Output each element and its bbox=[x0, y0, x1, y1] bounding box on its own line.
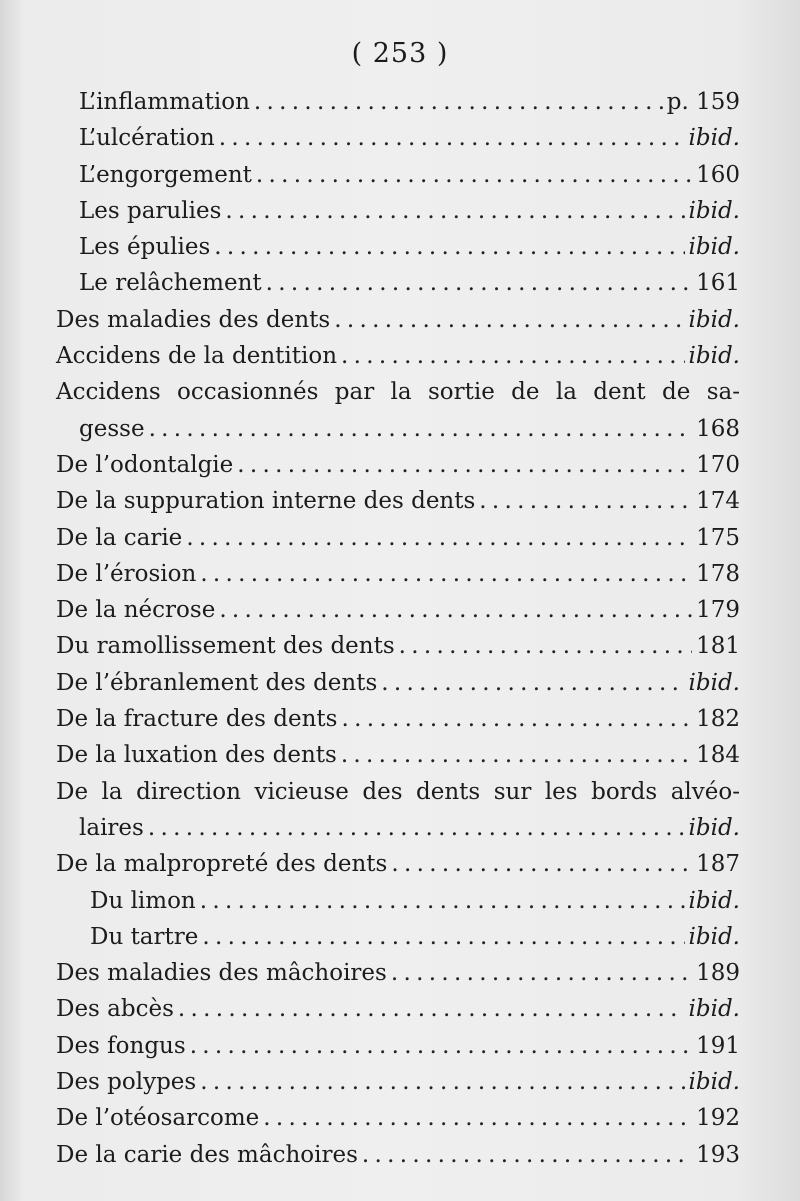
toc-entry-direction-vicieuse bbox=[0, 774, 800, 847]
toc-entry-page: 160 bbox=[696, 161, 740, 188]
toc-entry-page: 187 bbox=[696, 851, 740, 878]
toc-entry-title: L’ulcération bbox=[79, 125, 215, 152]
dot-leader bbox=[219, 592, 692, 628]
toc-entry-page: 179 bbox=[696, 597, 740, 624]
toc-entry-title-line2: laires bbox=[79, 814, 144, 841]
toc-entry-polypes bbox=[0, 1064, 800, 1100]
dot-leader bbox=[391, 955, 692, 991]
toc-entry-page: ibid. bbox=[688, 923, 740, 950]
toc-entry-dent-de-sagesse bbox=[0, 374, 800, 447]
toc-entry-ulceration bbox=[0, 120, 800, 156]
toc-entry-abces bbox=[0, 991, 800, 1027]
toc-entry-title: De la carie des mâchoires bbox=[56, 1141, 358, 1168]
toc-entry-ebranlement bbox=[0, 665, 800, 701]
toc-entry-title: Des abcès bbox=[56, 996, 174, 1023]
toc-entry-fracture bbox=[0, 701, 800, 737]
toc-entry-engorgement bbox=[0, 157, 800, 193]
toc-entry-tartre bbox=[0, 919, 800, 955]
dot-leader bbox=[263, 1100, 692, 1136]
toc-entry-title: Des polypes bbox=[56, 1069, 197, 1096]
toc-entry-title-line1: Accidens occasionnés par la sortie de la dent de sa- bbox=[56, 379, 740, 406]
dot-leader bbox=[178, 991, 685, 1027]
dot-leader bbox=[256, 157, 692, 193]
toc-entry-maladies-machoires bbox=[0, 955, 800, 991]
toc-entry-title: De l’otéosarcome bbox=[56, 1105, 260, 1132]
toc-entry-page: ibid. bbox=[688, 125, 740, 152]
dot-leader bbox=[200, 556, 692, 592]
dot-leader bbox=[341, 338, 684, 374]
toc-entry-page: 175 bbox=[696, 524, 740, 551]
toc-entry-page: 191 bbox=[696, 1032, 740, 1059]
toc-entry-page: 178 bbox=[696, 560, 740, 587]
dot-leader bbox=[202, 919, 684, 955]
toc-entry-page: 182 bbox=[696, 706, 740, 733]
toc-entry-page: 184 bbox=[696, 742, 740, 769]
dot-leader bbox=[200, 1064, 684, 1100]
toc-entry-ramollissement bbox=[0, 628, 800, 664]
toc-entry-page: 174 bbox=[696, 488, 740, 515]
toc-entry-limon bbox=[0, 883, 800, 919]
dot-leader bbox=[149, 411, 693, 447]
toc-entry-title: Des maladies des mâchoires bbox=[56, 960, 387, 987]
dot-leader bbox=[334, 302, 684, 338]
toc-entry-title: Accidens de la dentition bbox=[56, 343, 338, 370]
dot-leader bbox=[391, 846, 692, 882]
dot-leader bbox=[399, 628, 692, 664]
toc-entry-suppuration bbox=[0, 483, 800, 519]
toc-entry-page: ibid. bbox=[688, 887, 740, 914]
toc-entry-title: Du ramollissement des dents bbox=[56, 633, 395, 660]
toc-entry-page: ibid. bbox=[688, 996, 740, 1023]
toc-entry-page: 161 bbox=[696, 270, 740, 297]
toc-entry-relachement bbox=[0, 265, 800, 301]
toc-entry-erosion bbox=[0, 556, 800, 592]
toc-entry-title: Du tartre bbox=[90, 923, 199, 950]
toc-entry-title: Le relâchement bbox=[79, 270, 262, 297]
dot-leader bbox=[341, 737, 692, 773]
toc-entry-page: ibid. bbox=[688, 197, 740, 224]
table-of-contents bbox=[0, 84, 800, 1173]
toc-entry-title: De la fracture des dents bbox=[56, 706, 338, 733]
toc-entry-necrose bbox=[0, 592, 800, 628]
toc-entry-page: p. 159 bbox=[666, 89, 740, 115]
toc-entry-title: De l’ébranlement des dents bbox=[56, 669, 378, 696]
toc-entry-malproprete bbox=[0, 846, 800, 882]
toc-entry-parulies bbox=[0, 193, 800, 229]
toc-entry-epulies bbox=[0, 229, 800, 265]
toc-entry-inflammation bbox=[0, 84, 800, 120]
toc-entry-title: De la carie bbox=[56, 524, 183, 551]
dot-leader bbox=[237, 447, 692, 483]
toc-entry-title: Du limon bbox=[90, 887, 196, 914]
toc-entry-page: 181 bbox=[696, 633, 740, 660]
toc-entry-accidens-dentition bbox=[0, 338, 800, 374]
toc-entry-carie-machoires bbox=[0, 1137, 800, 1173]
dot-leader bbox=[479, 483, 692, 519]
toc-entry-page: ibid. bbox=[688, 306, 740, 333]
toc-entry-title: De la luxation des dents bbox=[56, 742, 337, 769]
toc-entry-title: L’inflammation bbox=[79, 89, 250, 115]
toc-entry-odontalgie bbox=[0, 447, 800, 483]
toc-entry-title: De l’odontalgie bbox=[56, 451, 234, 478]
toc-entry-page: 192 bbox=[696, 1105, 740, 1132]
dot-leader bbox=[362, 1137, 692, 1173]
toc-entry-fongus bbox=[0, 1028, 800, 1064]
toc-entry-title: De la suppuration interne des dents bbox=[56, 488, 476, 515]
dot-leader bbox=[190, 1028, 692, 1064]
toc-entry-title-line1: De la direction vicieuse des dents sur les bords alvéo- bbox=[56, 778, 740, 805]
toc-entry-title-line2: gesse bbox=[79, 415, 145, 442]
toc-entry-osteosarcome bbox=[0, 1100, 800, 1136]
toc-entry-page: 193 bbox=[696, 1141, 740, 1168]
dot-leader bbox=[341, 701, 692, 737]
toc-entry-title: Des fongus bbox=[56, 1032, 186, 1059]
toc-entry-title: De la nécrose bbox=[56, 597, 216, 624]
toc-entry-page: ibid. bbox=[688, 343, 740, 370]
toc-entry-carie bbox=[0, 520, 800, 556]
page-number: ( 253 ) bbox=[351, 38, 449, 69]
toc-entry-maladies-dents bbox=[0, 302, 800, 338]
toc-entry-page: ibid. bbox=[688, 669, 740, 696]
toc-entry-title: Des maladies des dents bbox=[56, 306, 331, 333]
toc-entry-title: L’engorgement bbox=[79, 161, 252, 188]
dot-leader bbox=[219, 120, 685, 156]
toc-entry-luxation bbox=[0, 737, 800, 773]
toc-entry-page: ibid. bbox=[688, 234, 740, 261]
dot-leader bbox=[225, 193, 684, 229]
dot-leader bbox=[148, 810, 685, 846]
toc-entry-title: De l’érosion bbox=[56, 560, 197, 587]
toc-entry-page: 170 bbox=[696, 451, 740, 478]
dot-leader bbox=[186, 520, 692, 556]
toc-entry-title: De la malpropreté des dents bbox=[56, 851, 388, 878]
dot-leader bbox=[214, 229, 684, 265]
toc-entry-page: ibid. bbox=[688, 814, 740, 841]
toc-entry-title: Les parulies bbox=[79, 197, 222, 224]
dot-leader bbox=[381, 665, 684, 701]
toc-entry-page: 189 bbox=[696, 960, 740, 987]
toc-entry-title: Les épulies bbox=[79, 234, 211, 261]
toc-entry-page: ibid. bbox=[688, 1069, 740, 1096]
dot-leader bbox=[254, 84, 663, 120]
dot-leader bbox=[200, 883, 685, 919]
toc-entry-page: 168 bbox=[696, 415, 740, 442]
dot-leader bbox=[266, 265, 692, 301]
